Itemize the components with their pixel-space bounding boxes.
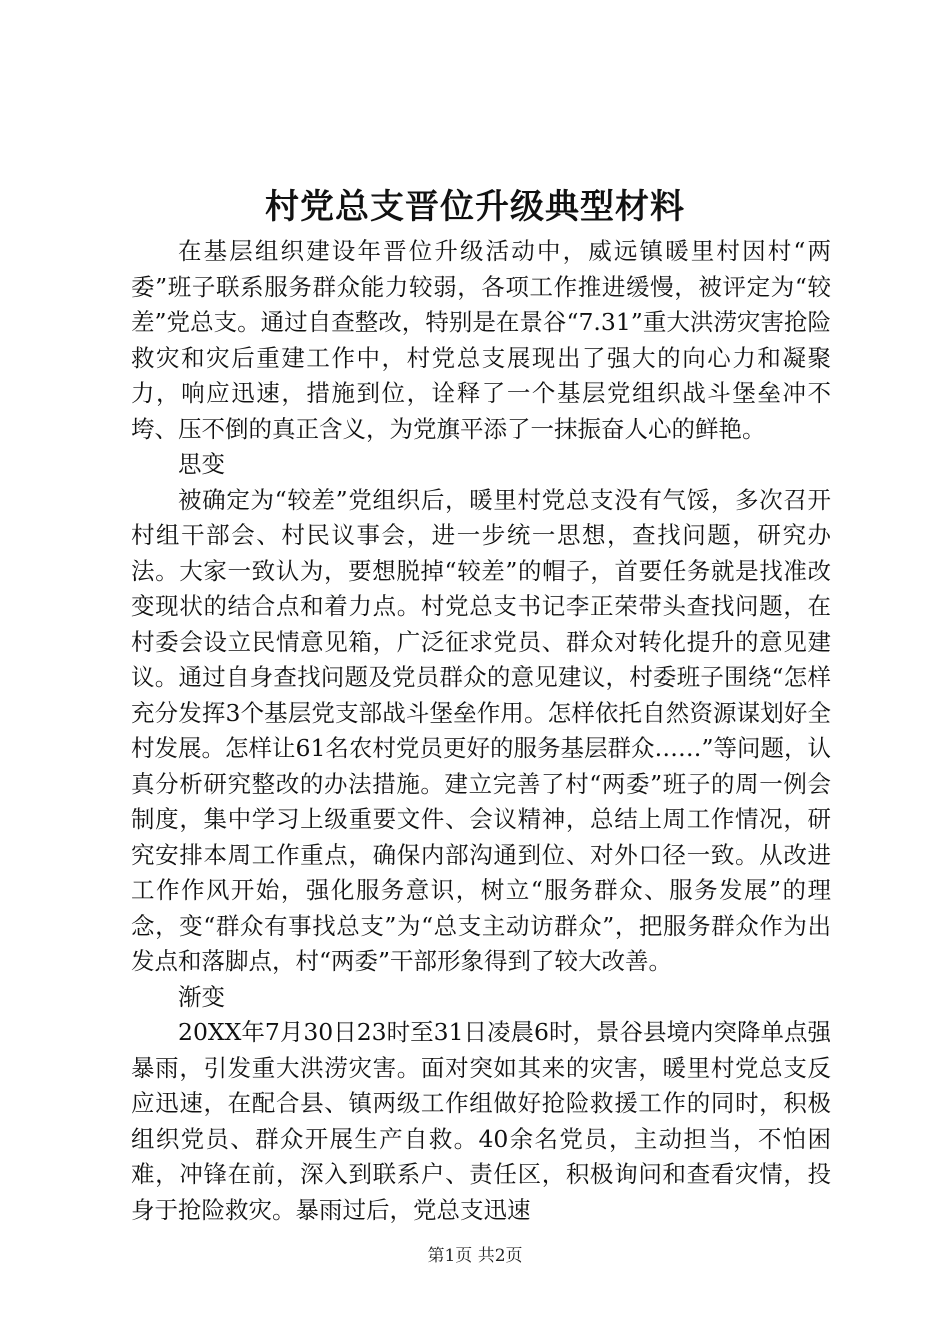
section-heading-jianbian: 渐变 xyxy=(178,982,225,1011)
document-body xyxy=(131,234,831,1228)
intro-paragraph: 在基层组织建设年晋位升级活动中，威远镇暖里村因村“两委”班子联系服务群众能力较弱，各项工作推进缓慢，被评定为“较差”党总支。通过自查整改，特别是在景谷“7.31”重大洪涝灾害抢险救灾和灾后重建工作中，村党总支展现出了强大的向心力和凝聚力，响应迅速，措施到位，诠释了一个基层党组织战斗堡垒冲不垮、压不倒的真正含义，为党旗平添了一抹振奋人心的鲜艳。 xyxy=(131,237,831,443)
section-paragraph-jianbian: 20XX年7月30日23时至31日凌晨6时，景谷县境内突降单点强暴雨，引发重大洪涝灾害。面对突如其来的灾害，暖里村党总支反应迅速，在配合县、镇两级工作组做好抢险救援工作的同时，积极组织党员、群众开展生产自救。40余名党员，主动担当，不怕困难，冲锋在前，深入到联系户、责任区，积极询问和查看灾情，投身于抢险救灾。暴雨过后，党总支迅速 xyxy=(131,1018,831,1224)
section-paragraph-sibian: 被确定为“较差”党组织后，暖里村党总支没有气馁，多次召开村组干部会、村民议事会，进一步统一思想，查找问题，研究办法。大家一致认为，要想脱掉“较差”的帽子，首要任务就是找准改变现状的结合点和着力点。村党总支书记李正荣带头查找问题，在村委会设立民情意见箱，广泛征求党员、群众对转化提升的意见建议。通过自身查找问题及党员群众的意见建议，村委班子围绕“怎样充分发挥3个基层党支部战斗堡垒作用。怎样依托自然资源谋划好全村发展。怎样让61名农村党员更好的服务基层群众……”等问题，认真分析研究整改的办法措施。建立完善了村“两委”班子的周一例会制度，集中学习上级重要文件、会议精神，总结上周工作情况，研究安排本周工作重点，确保内部沟通到位、对外口径一致。从改进工作作风开始，强化服务意识，树立“服务群众、服务发展”的理念，变“群众有事找总支”为“总支主动访群众”，把服务群众作为出发点和落脚点，村“两委”干部形象得到了较大改善。 xyxy=(131,485,831,975)
document-title: 村党总支晋位升级典型材料 xyxy=(265,187,685,227)
section-heading-sibian: 思变 xyxy=(178,450,225,478)
page-number-footer: 第1页 共2页 xyxy=(427,1246,523,1266)
